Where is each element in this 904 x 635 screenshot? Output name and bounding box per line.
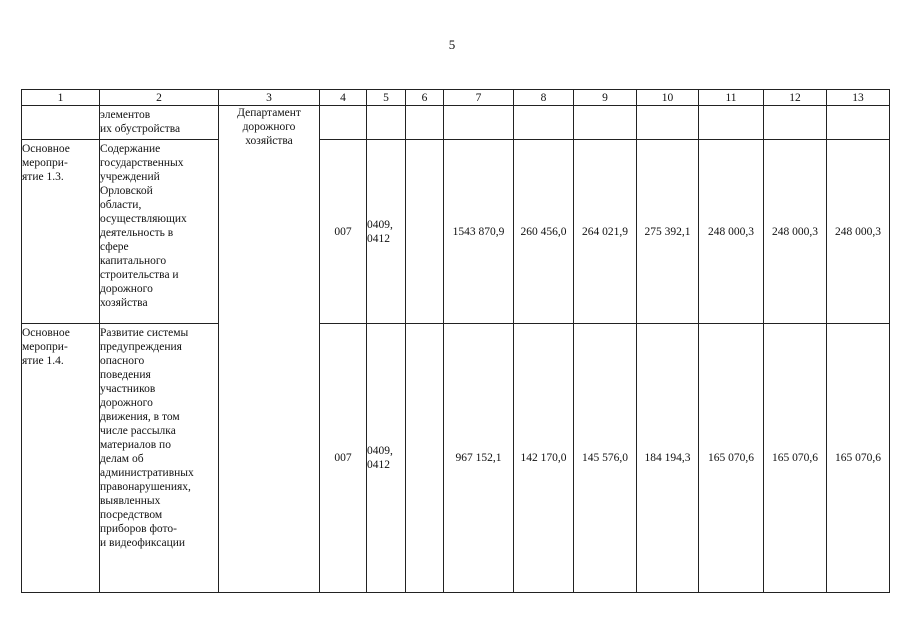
empty-cell <box>406 106 444 140</box>
year-value-cell: 142 170,0 <box>514 324 574 593</box>
column-header: 5 <box>367 90 406 106</box>
year-value-cell: 260 456,0 <box>514 140 574 324</box>
empty-cell <box>514 106 574 140</box>
year-value-cell: 184 194,3 <box>637 324 699 593</box>
rzpr-code-cell: 0409, 0412 <box>367 140 406 324</box>
measure-name-cell: элементов их обустройства <box>100 106 219 140</box>
grbs-code-cell: 007 <box>320 324 367 593</box>
column-header: 9 <box>574 90 637 106</box>
column-number-row <box>22 90 890 106</box>
column-header: 13 <box>827 90 890 106</box>
csr-code-cell <box>406 140 444 324</box>
department-cell: Департамент дорожного хозяйства <box>219 106 320 593</box>
column-header: 3 <box>219 90 320 106</box>
row-label-cell: Основное меропри- ятие 1.4. <box>22 324 100 593</box>
year-value-cell: 248 000,3 <box>764 140 827 324</box>
year-value-cell: 165 070,6 <box>827 324 890 593</box>
row-label-cell: Основное меропри- ятие 1.3. <box>22 140 100 324</box>
rzpr-code-cell: 0409, 0412 <box>367 324 406 593</box>
table-row <box>22 106 890 140</box>
year-value-cell: 145 576,0 <box>574 324 637 593</box>
year-value-cell: 248 000,3 <box>827 140 890 324</box>
row-label-cell <box>22 106 100 140</box>
empty-cell <box>827 106 890 140</box>
year-value-cell: 275 392,1 <box>637 140 699 324</box>
empty-cell <box>699 106 764 140</box>
table-row <box>22 324 890 593</box>
total-value-cell: 1543 870,9 <box>444 140 514 324</box>
program-budget-table <box>21 89 890 593</box>
empty-cell <box>367 106 406 140</box>
year-value-cell: 264 021,9 <box>574 140 637 324</box>
column-header: 6 <box>406 90 444 106</box>
grbs-code-cell: 007 <box>320 140 367 324</box>
column-header: 11 <box>699 90 764 106</box>
empty-cell <box>764 106 827 140</box>
year-value-cell: 165 070,6 <box>699 324 764 593</box>
year-value-cell: 248 000,3 <box>699 140 764 324</box>
empty-cell <box>320 106 367 140</box>
column-header: 4 <box>320 90 367 106</box>
empty-cell <box>574 106 637 140</box>
column-header: 1 <box>22 90 100 106</box>
empty-cell <box>444 106 514 140</box>
year-value-cell: 165 070,6 <box>764 324 827 593</box>
page-number: 5 <box>448 37 456 52</box>
empty-cell <box>637 106 699 140</box>
measure-name-cell: Содержание государственных учреждений Орловской области, осуществляющих деятельность в сфере капитального строительства и дорожного хозяйства <box>100 140 219 324</box>
column-header: 7 <box>444 90 514 106</box>
column-header: 2 <box>100 90 219 106</box>
column-header: 8 <box>514 90 574 106</box>
csr-code-cell <box>406 324 444 593</box>
column-header: 10 <box>637 90 699 106</box>
table-row <box>22 140 890 324</box>
column-header: 12 <box>764 90 827 106</box>
measure-name-cell: Развитие системы предупреждения опасного поведения участников дорожного движения, в том числе рассылка материалов по делам об административных правонарушениях, выявленных посредством приборов фото- и видеофиксации <box>100 324 219 593</box>
total-value-cell: 967 152,1 <box>444 324 514 593</box>
